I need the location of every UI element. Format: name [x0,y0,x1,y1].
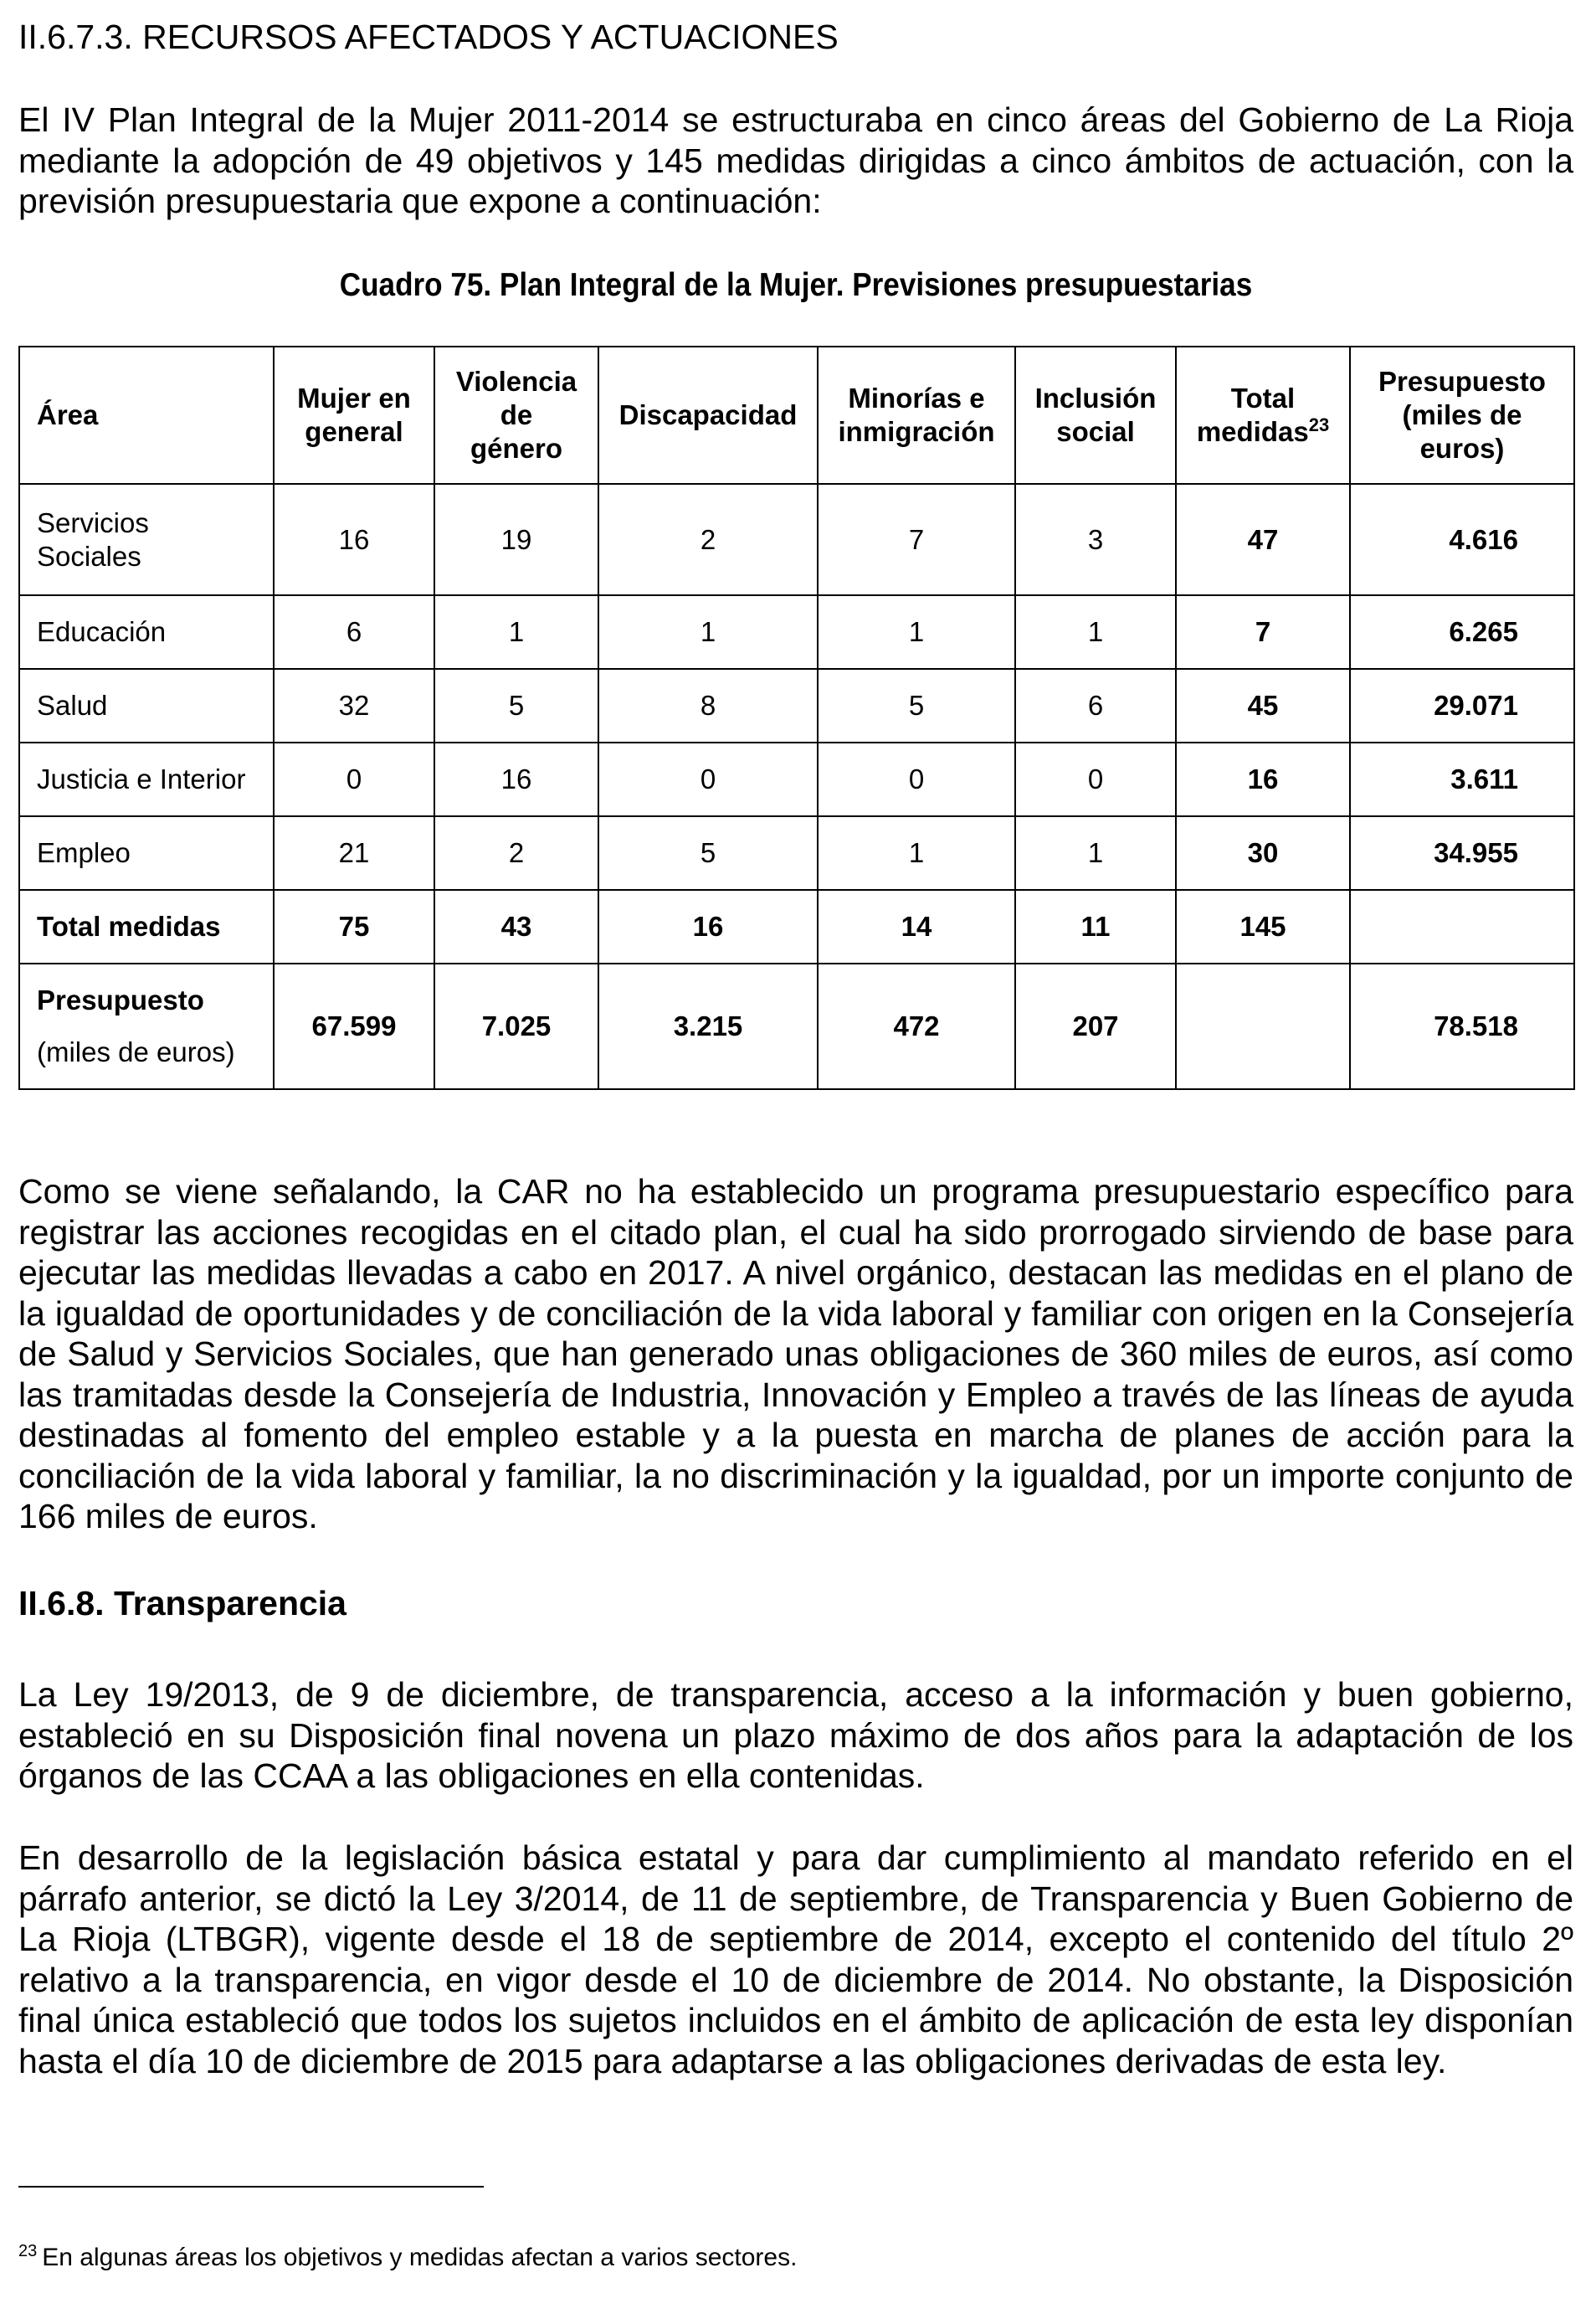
header-mujer-general: Mujer en general [274,347,434,484]
cell-presupuesto: 3.611 [1350,743,1574,816]
cell-presupuesto: 34.955 [1350,816,1574,890]
header-presupuesto: Presupuesto (miles de euros) [1350,347,1574,484]
cell-minorias: 0 [818,743,1015,816]
paragraph-ley-19-2013: La Ley 19/2013, de 9 de diciembre, de transparencia, acceso a la información y buen gobierno, estableció en su Disposición final novena un plazo máximo de dos años para la adaptación de los órganos de las CCAA a las obligaciones en ella contenidas. [18,1675,1573,1795]
row-area-label: Empleo [19,816,274,890]
cell-total-medidas: 47 [1176,484,1350,595]
header-total-medidas: Total medidas$^{23}$ [1176,347,1350,484]
cell-discapacidad: 5 [598,816,818,890]
header-minorias-inmigracion: Minorías e inmigración [818,347,1015,484]
table-row [19,669,1574,743]
cell-minorias: 1 [818,816,1015,890]
subsection-heading: II.6.8. Transparencia [18,1584,346,1622]
header-inclusion-social: Inclusión social [1015,347,1176,484]
cell-inclusion: 11 [1015,890,1176,964]
cell-presupuesto [1350,890,1574,964]
cell-inclusion: 3 [1015,484,1176,595]
footnote [18,2243,797,2273]
footnote-reference: 23 [1308,414,1330,435]
paragraph-car-programa: Como se viene señalando, la CAR no ha establecido un programa presupuestario específico para registrar las acciones recogidas en el citado plan, el cual ha sido prorrogado sirviendo de base para ejecutar las medidas llevadas a cabo en 2017. A nivel orgánico, destacan las medidas en el plano de la igualdad de oportunidades y de conciliación de la vida laboral y familiar con origen en la Consejería de Salud y Servicios Sociales, que han generado unas obligaciones de 360 miles de euros, así como las tramitadas desde la Consejería de Industria, Innovación y Empleo a través de las líneas de ayuda destinadas al fomento del empleo estable y a la puesta en marcha de planes de acción para la conciliación de la vida laboral y familiar, la no discriminación y la igualdad, por un importe conjunto de 166 miles de euros. [18,1172,1573,1535]
cell-total-medidas: 30 [1176,816,1350,890]
cell-minorias: 7 [818,484,1015,595]
row-area-label: Educación [19,595,274,669]
cell-presupuesto: 4.616 [1350,484,1574,595]
cell-total-medidas: 7 [1176,595,1350,669]
cell-minorias: 14 [818,890,1015,964]
cell-violencia-genero: 19 [434,484,598,595]
cell-total-medidas: 16 [1176,743,1350,816]
table-header-row [19,347,1574,484]
cell-total-medidas: 145 [1176,890,1350,964]
cell-inclusion: 6 [1015,669,1176,743]
cell-mujer-general: 75 [274,890,434,964]
cell-mujer-general: 67.599 [274,964,434,1089]
footnote-mark: 23 [18,2242,38,2260]
cell-total-medidas [1176,964,1350,1089]
intro-paragraph: El IV Plan Integral de la Mujer 2011-2014 se estructuraba en cinco áreas del Gobierno de La Rioja mediante la adopción de 49 objetivos y 145 medidas dirigidas a cinco ámbitos de actuación, con la previsión presupuestaria que expone a continuación: [18,100,1573,220]
cell-discapacidad: 1 [598,595,818,669]
cell-violencia-genero: 7.025 [434,964,598,1089]
cell-discapacidad: 0 [598,743,818,816]
cell-inclusion: 0 [1015,743,1176,816]
cell-mujer-general: 6 [274,595,434,669]
footnote-text: En algunas áreas los objetivos y medidas afectan a varios sectores. [42,2244,798,2271]
header-discapacidad: Discapacidad [598,347,818,484]
table-caption: Cuadro 75. Plan Integral de la Mujer. Previsiones presupuestarias [339,267,1253,303]
row-area-label: Justicia e Interior [19,743,274,816]
cell-violencia-genero: 43 [434,890,598,964]
cell-minorias: 472 [818,964,1015,1089]
cell-mujer-general: 16 [274,484,434,595]
table-row [19,816,1574,890]
table-row [19,595,1574,669]
cell-discapacidad: 8 [598,669,818,743]
cell-mujer-general: 21 [274,816,434,890]
cell-discapacidad: 16 [598,890,818,964]
header-area: Área [19,347,274,484]
section-heading: II.6.7.3. RECURSOS AFECTADOS Y ACTUACIONES [18,18,839,56]
cell-violencia-genero: 1 [434,595,598,669]
budget-row-label: Presupuesto (miles de euros) [19,964,274,1089]
header-violencia-genero: Violencia de género [434,347,598,484]
total-row [19,890,1574,964]
cell-inclusion: 1 [1015,816,1176,890]
row-area-label: Servicios Sociales [19,484,274,595]
cell-presupuesto: 78.518 [1350,964,1574,1089]
total-row-label: Total medidas [19,890,274,964]
cell-violencia-genero: 5 [434,669,598,743]
cell-inclusion: 1 [1015,595,1176,669]
cell-presupuesto: 6.265 [1350,595,1574,669]
cell-presupuesto: 29.071 [1350,669,1574,743]
cell-minorias: 5 [818,669,1015,743]
budget-table [18,346,1575,1090]
budget-row [19,964,1574,1089]
cell-mujer-general: 0 [274,743,434,816]
table-row [19,743,1574,816]
cell-mujer-general: 32 [274,669,434,743]
cell-violencia-genero: 16 [434,743,598,816]
cell-inclusion: 207 [1015,964,1176,1089]
paragraph-ley-3-2014: En desarrollo de la legislación básica estatal y para dar cumplimiento al mandato referido en el párrafo anterior, se dictó la Ley 3/2014, de 11 de septiembre, de Transparencia y Buen Gobierno de La Rioja (LTBGR), vigente desde el 18 de septiembre de 2014, excepto el contenido del título 2º relativo a la transparencia, en vigor desde el 10 de diciembre de 2014. No obstante, la Disposición final única estableció que todos los sujetos incluidos en el ámbito de aplicación de esta ley disponían hasta el día 10 de diciembre de 2015 para adaptarse a las obligaciones derivadas de esta ley. [18,1838,1573,2080]
footnote-separator [18,2186,484,2188]
table-row [19,484,1574,595]
cell-discapacidad: 2 [598,484,818,595]
row-area-label: Salud [19,669,274,743]
cell-violencia-genero: 2 [434,816,598,890]
cell-minorias: 1 [818,595,1015,669]
cell-total-medidas: 45 [1176,669,1350,743]
cell-discapacidad: 3.215 [598,964,818,1089]
